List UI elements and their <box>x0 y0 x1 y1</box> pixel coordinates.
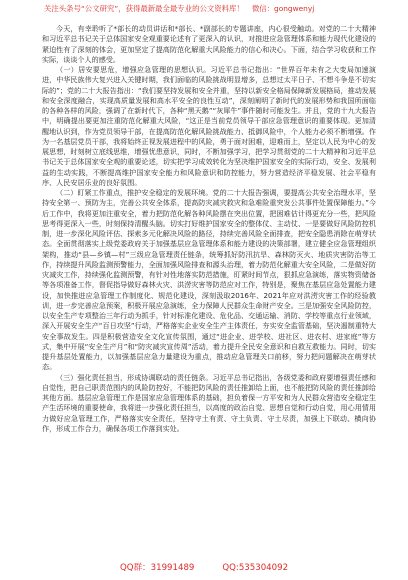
banner-promo-text: 关注头条号“公文研究”，获得最新最全最专业的公文资料库！ <box>44 4 244 13</box>
banner-wechat-text: 微信：gongwenyj <box>251 4 315 13</box>
intro-paragraph: 今天，有幸聆听了*部长的动员讲话和*部长、*副部长的专题讲座，内心很受触动。对党的二十大精神和习近平总书记关于总体国家安全观重要论述有了更深入的认识，对推进应急管理体系和能力现代化建设的紧迫性有了深刻的体会，更加坚定了提高防范化解重大风险能力的信心和决心。下面，结合学习收获和工作实际，谈谈个人的感受。 <box>42 24 376 64</box>
section-1-paragraph: （一）居安要思危，增强应急管理的思想认识。习近平总书记指出：“世界百年未有之大变局加速演进，中华民族伟大复兴进入关键时期，我们面临的风险挑战明显增多，总想过太平日子、不想斗争是不切实际的”；党的二十大报告指出：“我们要坚持发展和安全并重，坚持以新安全格局保障新发展格局，推动发展和安全深度融合，实现高质量发展和高水平安全的良性互动”，深刻阐明了新时代的发展形势和我国所面临的各种各样的风险，强调了在新时代下，各种“黑天鹅”“灰犀牛”事件随时可能发生。并且，党的十九大报告中，明确提出要更加注重防范化解重大风险，“这正是当前党员领导干部应急管理意识的重要体现。更加清醒地认识到，作为党员领导干部，在提高防范化解风险挑战能力、抵御风险中，个人能力必须不断增强。作为一名基层党员干部，我将始终正视发展进程中的风险，勇于面对困难，迎难而上，坚定以人民为中心的发展思想，时刻树立底线思维，增强忧患意识，同时，不断加强学习，把学习贯彻党的二十大精神和习近平总书记关于总体国家安全观的重要论述，切实把学习成效转化为坚决维护国家安全的实际行动，安全、发展利益的生动实践，不断提高维护国家安全能力和风险意识和防控能力，努力营造经济平稳发展、社会平稳有序、人民安居乐业的良好氛围。 <box>42 65 376 187</box>
section-3-paragraph: （三）强化责任担当，形成协调联动的责任链条。习近平总书记指出，各级党委和政府要增强责任感和自觉性，把自己职责范围内的风险防控好，不能把防风险的责任推卸给上面，也不能把防风险的责任推卸给其他方面。基层应急管理工作是国家应急管理体系的基础，担负着保一方平安和为人民群众营造安全稳定生产生活环境的重要使命，我将进一步强化责任担当，以高度的政治自觉、思想自觉和行动自觉，用心用情用力做好应急管理工作，严格落实安全责任，坚持守土有责、守土负责、守土尽责，加强上下联动、横向协作，形成工作合力，确保各项工作落到实处。 <box>42 372 376 433</box>
document-body <box>42 24 376 434</box>
section-2-paragraph: （二）盯紧工作重点，推护安全稳定的发展环境。党的二十大报告强调，要提高公共安全治理水平，坚持安全第一、预防为主，完善公共安全体系，提高防灾减灾救灾和急难险重突发公共事件处置保障能力。”今后工作中，我将更加注重安全，着力把防范化解各种风险摆在突出位置，把困难估计得更充分一些，把风险思考得更深入一些，时刻保持清醒头脑。切实打好维护国家安全的整体仗、主动仗、一是要做好风险防控机制，进一步深化风险评估、探索多元化解决风险的路径，持续完善风险全面排查，把安全隐患消除在萌芽状态。全面贯彻落实上级党委政府关于加强基层应急管理体系和能力建设的决策部署，建立健全应急管理组织架构，推动“县—乡镇—村”三级应急管理责任链条，统筹抓好防汛抗旱、森林防灭火、地质灾害防治等工作，持续提升风险监测预警能力，全面加强风险排查和源头治理，着力防范化解重大安全风险，二是做好防灾减灾工作，持续强化监测预警，有针对性地落实防范措施，盯紧时间节点，狠抓应急演练，落实物资储备等各项准备工作，督促指导做好森林火灾、洪涝灾害等防范应对工作，特别是，聚焦在基层应急处置能力建设，加快推进应急管理工作制度化、规范化建设，深刻汲取2016年、2021年应对洪涝灾害工作的经验教训，进一步完善应急预案，积极开展应急演练，全力保障人民群众生命财产安全。三是加强安全风险防控，以安全生产专项整治三年行动为抓手，针对标准化建设、危化品、交通运输、消防、学校等重点行业领域，深入开展安全生产“百日攻坚”行动，严格落实企业安全生产主体责任，夯实安全监管基础，坚决遏制重特大安全事故发生。四是积极营造安全文化宣传氛围，通过“进企业、进学校、进社区、进农村、进家庭”等方式，集中开展“安全生产月”和“防灾减灾宣传周”活动，着力提升全民安全意识和自救互救能力。同时，切实提升基层处置能力，以加强基层应急力量建设为重点，推动应急管理关口前移，努力把问题解决在萌芽状态。 <box>42 188 376 372</box>
footer-contact <box>0 561 408 573</box>
header-banner <box>44 4 374 14</box>
footer-qq-group: QQ群：31991489 <box>119 563 195 573</box>
footer-qq: QQ:535304092 <box>222 563 289 573</box>
